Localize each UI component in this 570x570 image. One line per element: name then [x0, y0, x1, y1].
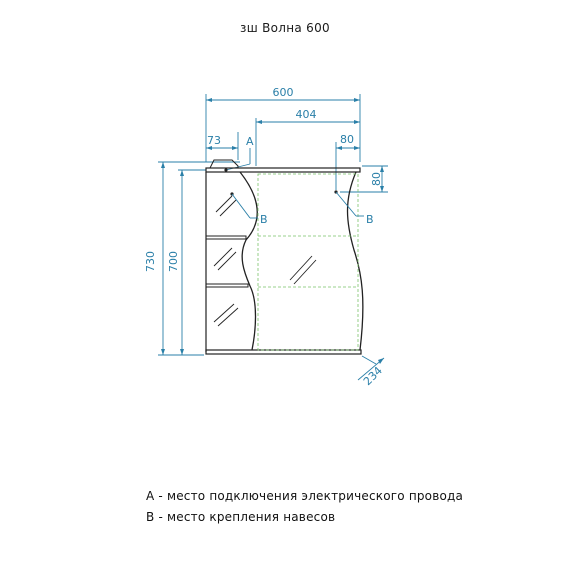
dim-depth [358, 356, 385, 388]
dim-offset-right-label: 80 [340, 133, 354, 146]
dim-mirror-width-label: 404 [295, 108, 317, 121]
dim-total-width-label: 600 [272, 86, 294, 99]
marker-a [226, 135, 254, 170]
legend-a: А - место подключения электрического провода [146, 489, 464, 503]
marker-b-right-label: B [366, 213, 374, 226]
dim-offset-top [340, 166, 388, 192]
dim-total-height-label: 730 [144, 251, 157, 272]
dim-total-height [144, 162, 240, 355]
dim-shelf-width-label: 73 [207, 134, 221, 147]
dim-body-height-label: 700 [167, 251, 180, 272]
legend-b: В - место крепления навесов [146, 510, 336, 524]
marker-a-label: A [246, 135, 254, 148]
dim-offset-right [336, 133, 360, 190]
dim-total-width [206, 86, 360, 162]
cabinet [206, 160, 363, 354]
marker-b-left [232, 194, 268, 226]
dim-offset-top-label: 80 [370, 172, 383, 186]
marker-b-right [336, 192, 374, 226]
drawing-title: зш Волна 600 [240, 21, 330, 35]
marker-b-left-label: B [260, 213, 268, 226]
dim-shelf-width [206, 132, 238, 160]
dim-body-height [167, 170, 206, 355]
dim-depth-label: 234 [360, 364, 385, 389]
